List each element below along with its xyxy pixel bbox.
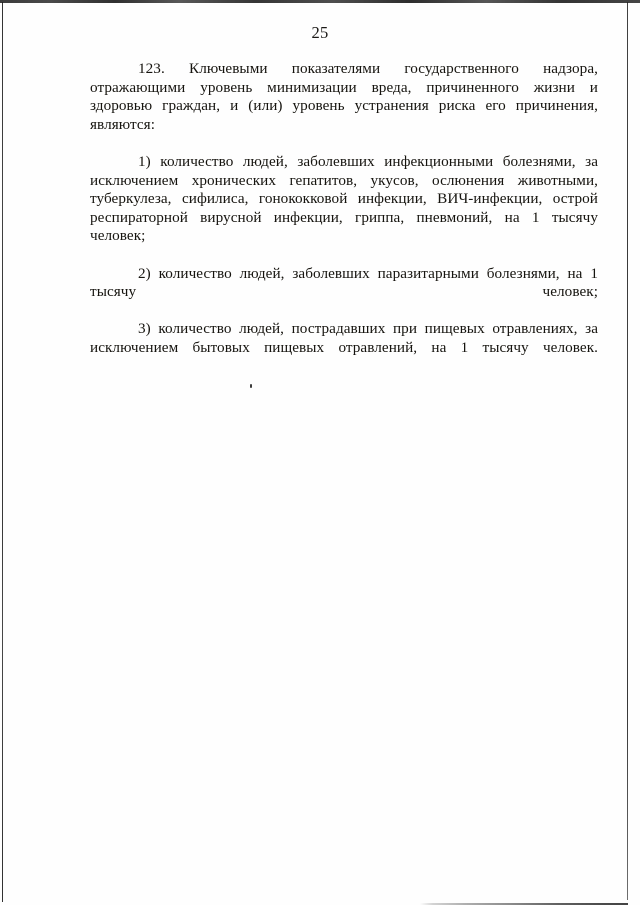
page-number: 25	[311, 23, 329, 42]
paragraph-item-2: 2) количество людей, заболевших паразитарными болезнями, на 1 тысячу человек;	[90, 264, 598, 301]
paragraph-clause-123: 123. Ключевыми показателями государственного надзора, отражающими уровень минимизации вреда, причиненного жизни и здоровью граждан, и (или) уровень устранения риска его причинения, являются:	[90, 60, 598, 133]
paragraph-item-3: 3) количество людей, пострадавших при пищевых отравлениях, за исключением бытовых пищевых отравлений, на 1 тысячу человек.	[90, 320, 598, 356]
scan-edge-right-artifact	[627, 2, 628, 900]
scan-edge-top-artifact	[0, 0, 640, 3]
document-body	[90, 60, 598, 376]
scan-speck-artifact	[250, 384, 252, 388]
scan-edge-left-artifact	[2, 2, 3, 902]
paragraph-item-1: 1) количество людей, заболевших инфекционными болезнями, за исключением хронических гепатитов, укусов, ослюнения животными, туберкулеза, сифилиса, гонококковой инфекции, ВИЧ-инфекции, острой респираторной вирусной инфекции, гриппа, пневмоний, на 1 тысячу человек;	[90, 152, 598, 245]
